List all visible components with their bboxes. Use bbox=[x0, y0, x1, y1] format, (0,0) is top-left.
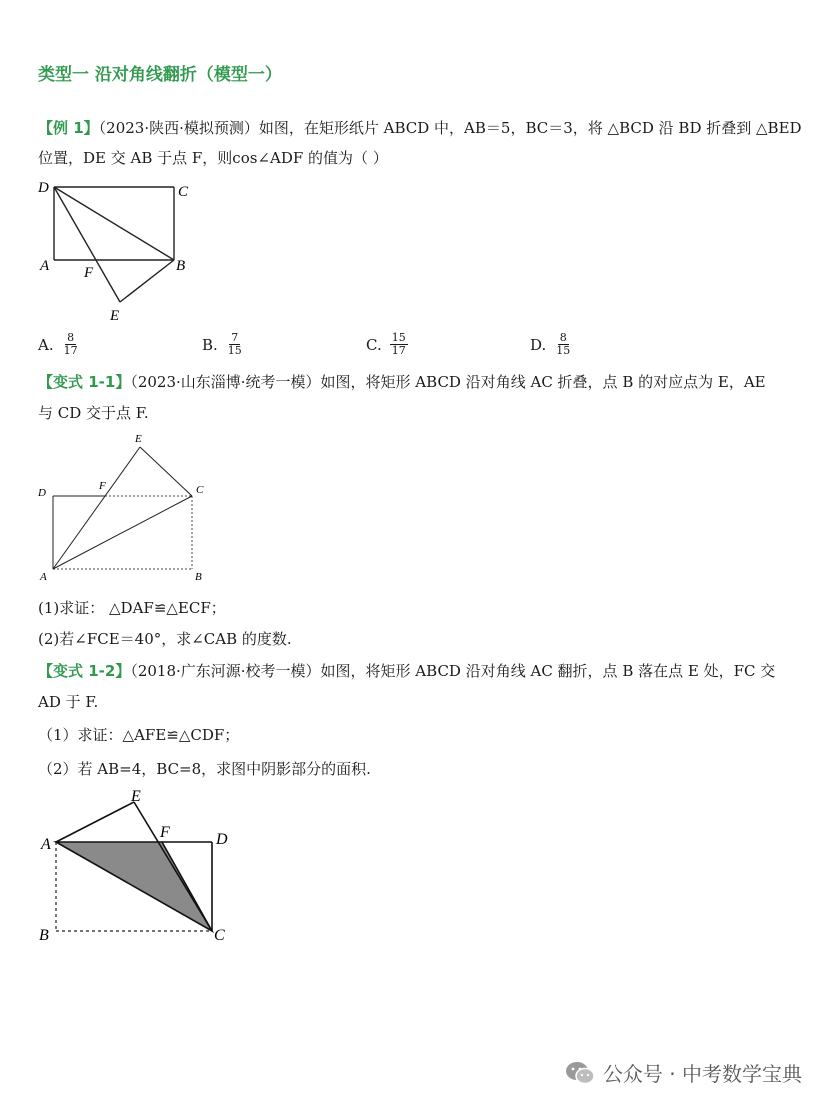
variant11-question2: (2)若∠FCE＝40°，求∠CAB 的度数. bbox=[38, 630, 292, 648]
label-c: C bbox=[214, 927, 225, 944]
label-b: B bbox=[39, 927, 49, 944]
variant11-diagram bbox=[30, 430, 220, 590]
label-f: F bbox=[84, 265, 94, 281]
example1-text1: （2023·陕西·模拟预测）如图，在矩形纸片 ABCD 中，AB＝5，BC＝3，将 △BCD 沿 BD 折叠到 △BED bbox=[98, 119, 802, 137]
choice-c: C. $\frac{15}{17}$ bbox=[366, 331, 406, 357]
variant12-line1 bbox=[38, 661, 775, 681]
watermark-text: 公众号 · 中考数学宝典 bbox=[602, 1062, 802, 1086]
label-e: E bbox=[131, 788, 141, 805]
example1-line2: 位置，DE 交 AB 于点 F，则cos∠ADF 的值为（ ） bbox=[38, 149, 388, 167]
variant11-line1 bbox=[38, 372, 766, 392]
variant12-question2: （2）若 AB=4，BC=8，求图中阴影部分的面积. bbox=[38, 760, 371, 778]
example1-line1 bbox=[38, 118, 802, 138]
label-f: F bbox=[99, 480, 106, 492]
variant12-question1: （1）求证：△AFE≌△CDF； bbox=[38, 726, 240, 744]
label-a: A bbox=[40, 571, 47, 583]
variant11-text1: （2023·山东淄博·统考一模）如图，将矩形 ABCD 沿对角线 AC 折叠，点 B 的对应点为 E，AE bbox=[130, 373, 766, 391]
choice-d: D. $\frac{8}{15}$ bbox=[530, 331, 571, 357]
label-a: A bbox=[41, 836, 51, 853]
choice-a: A. $\frac{8}{17}$ bbox=[38, 331, 78, 357]
variant12-text1: （2018·广东河源·校考一模）如图，将矩形 ABCD 沿对角线 AC 翻折，点 B 落在点 E 处，FC 交 bbox=[130, 662, 776, 680]
label-d: D bbox=[216, 831, 228, 848]
label-b: B bbox=[195, 571, 202, 583]
fraction: $\frac{15}{17}$ bbox=[391, 331, 406, 357]
label-c: C bbox=[178, 184, 189, 200]
label-a: A bbox=[40, 258, 50, 274]
choice-b: B. $\frac{7}{15}$ bbox=[202, 331, 242, 357]
fraction: $\frac{8}{15}$ bbox=[556, 331, 571, 357]
fraction: $\frac{7}{15}$ bbox=[227, 331, 242, 357]
variant11-question1: (1)求证： △DAF≌△ECF； bbox=[38, 599, 226, 617]
fraction: $\frac{8}{17}$ bbox=[63, 331, 78, 357]
variant12-line2: AD 于 F. bbox=[38, 693, 99, 711]
watermark bbox=[565, 1058, 802, 1087]
label-d: D bbox=[38, 487, 46, 499]
variant11-tag: 【变式 1-1】 bbox=[38, 373, 131, 391]
label-f: F bbox=[160, 824, 170, 841]
example1-diagram bbox=[30, 176, 210, 326]
label-b: B bbox=[176, 258, 186, 274]
label-e: E bbox=[135, 433, 142, 445]
variant12-diagram bbox=[30, 780, 240, 945]
variant11-line2: 与 CD 交于点 F. bbox=[38, 404, 149, 422]
example1-tag: 【例 1】 bbox=[38, 119, 99, 137]
label-d: D bbox=[38, 180, 49, 196]
wechat-icon bbox=[565, 1060, 595, 1086]
label-e: E bbox=[110, 308, 120, 324]
variant12-tag: 【变式 1-2】 bbox=[38, 662, 131, 680]
shaded-triangle bbox=[56, 842, 212, 931]
label-c: C bbox=[196, 484, 204, 496]
section-title: 类型一 沿对角线翻折（模型一） bbox=[38, 65, 282, 85]
